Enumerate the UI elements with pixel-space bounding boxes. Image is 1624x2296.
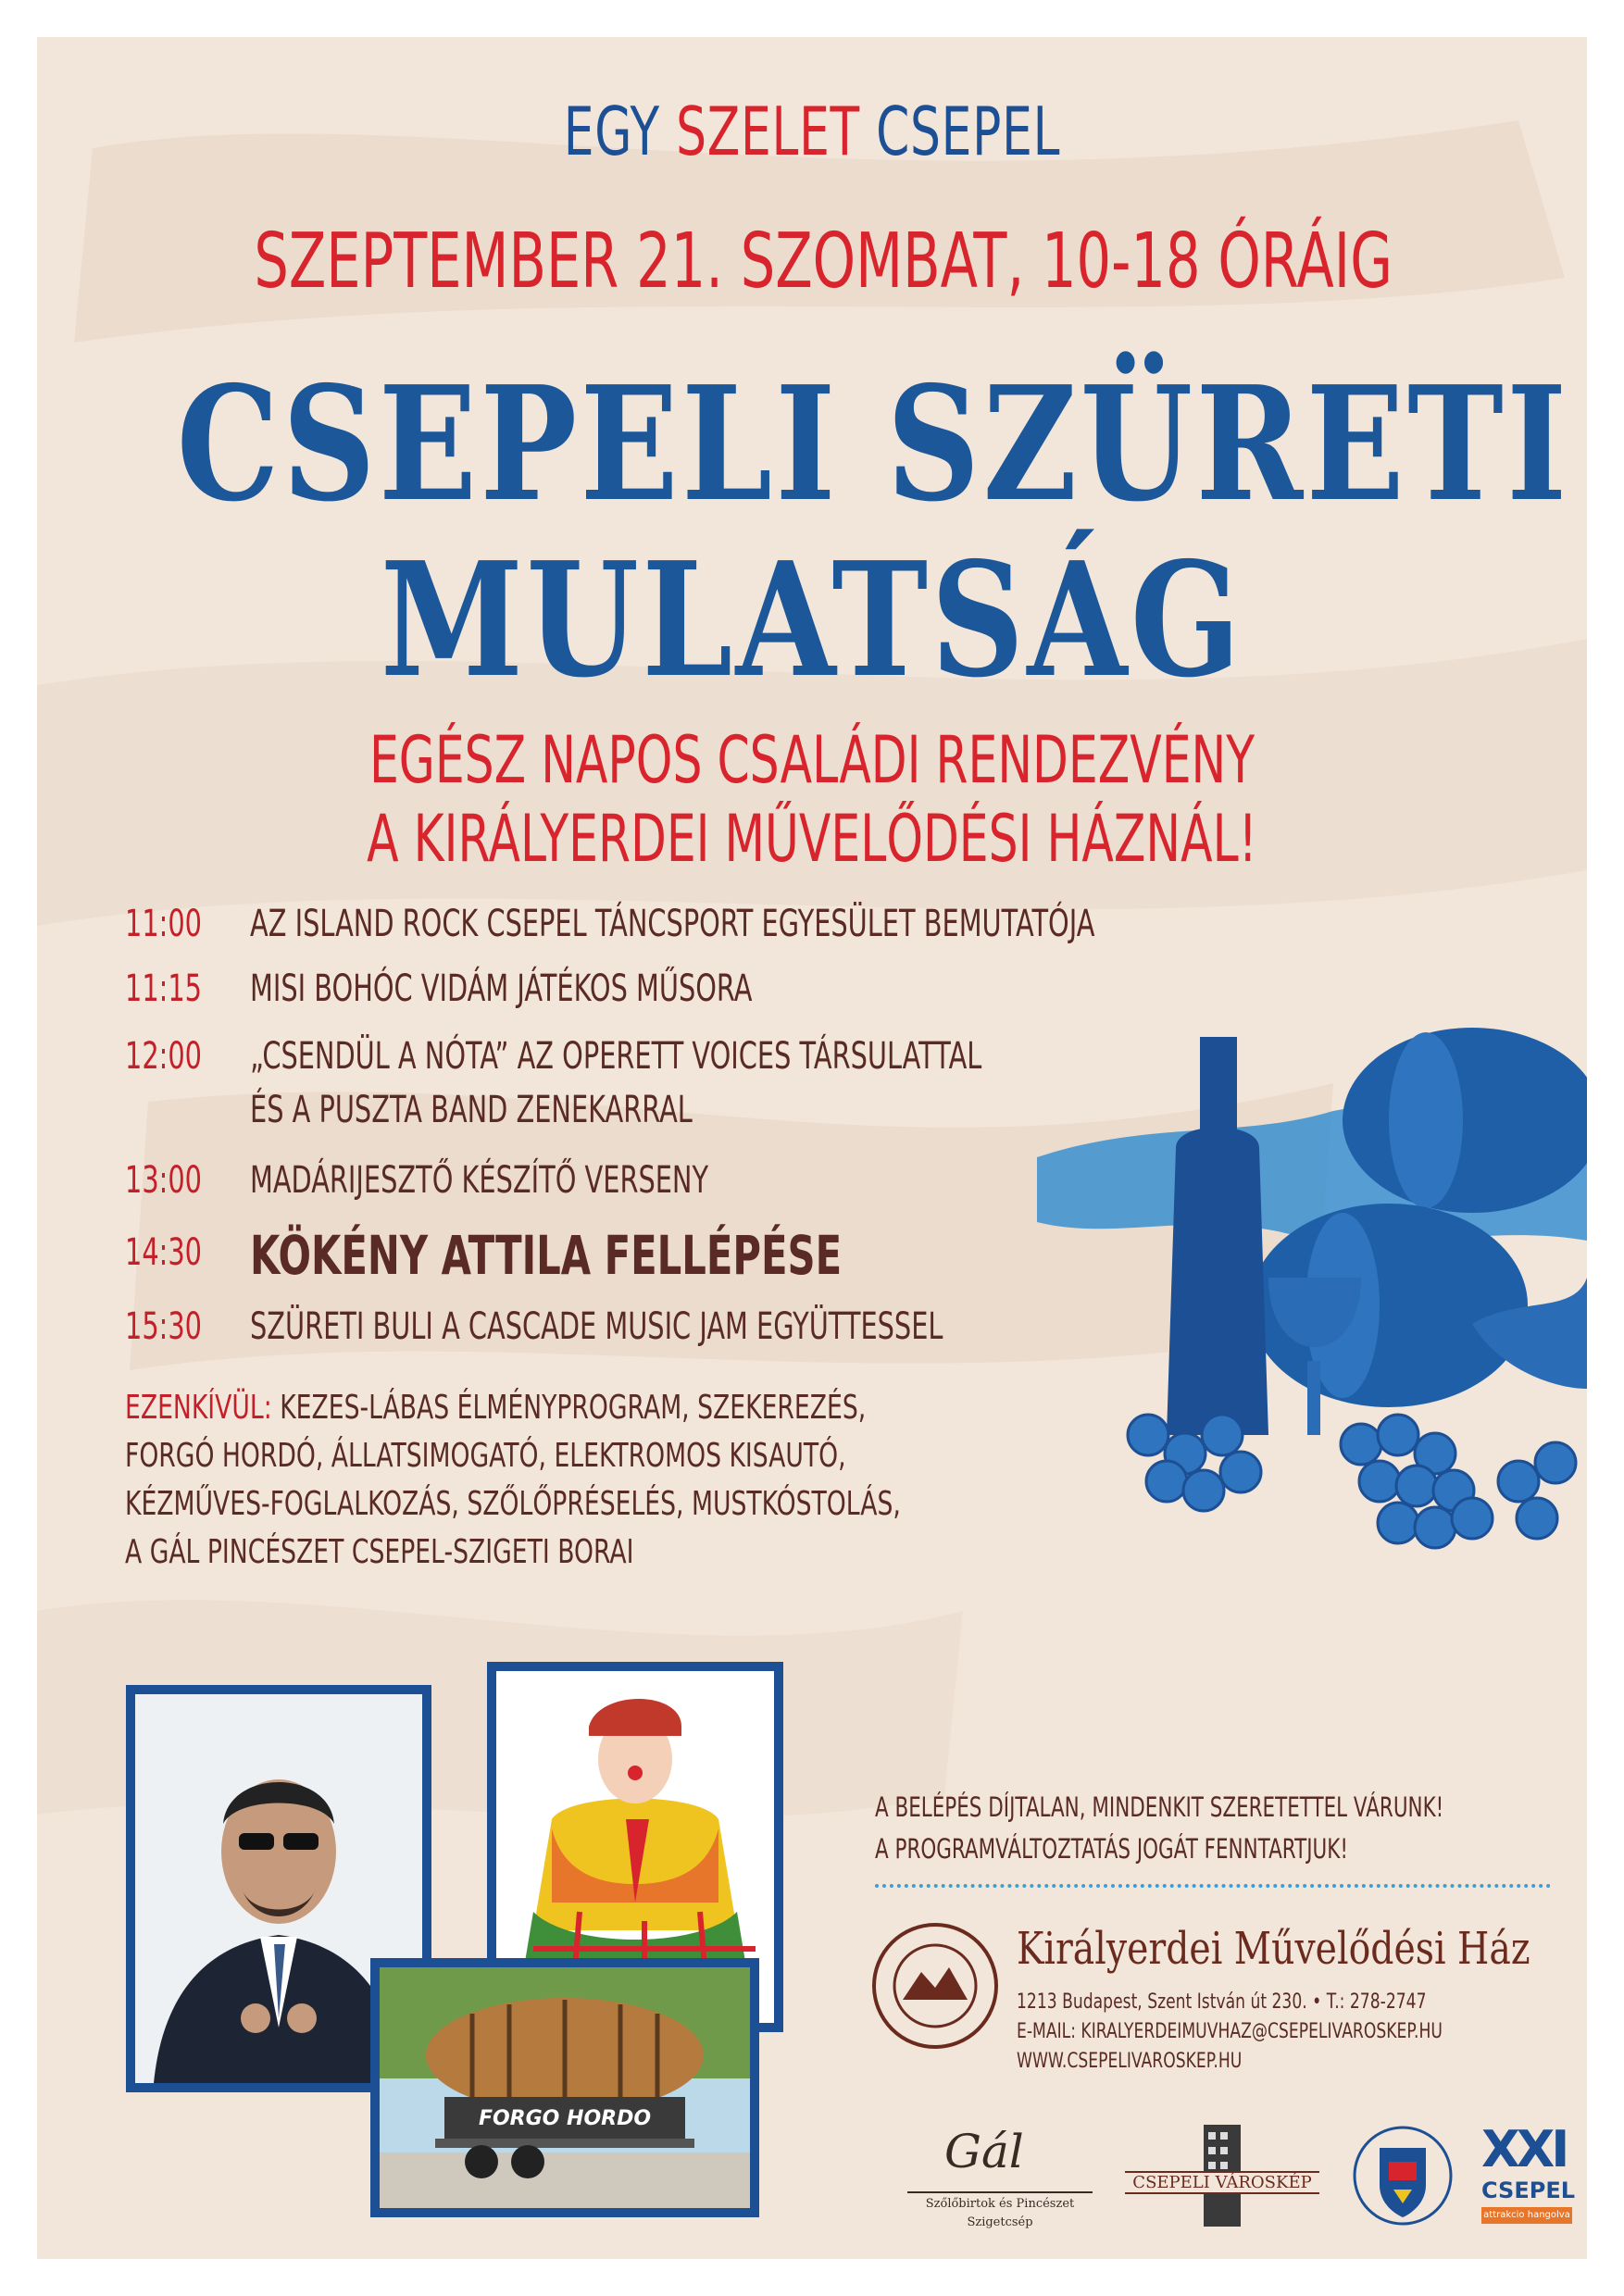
program-desc: MADÁRIJESZTŐ KÉSZÍTŐ VERSENY bbox=[250, 1159, 709, 1202]
xxi-text: XXI bbox=[1481, 2120, 1567, 2178]
gal-script: Gál bbox=[944, 2125, 1024, 2178]
program-desc: SZÜRETI BULI A CASCADE MUSIC JAM EGYÜTTESSEL bbox=[250, 1305, 943, 1348]
entry-notice: A BELÉPÉS DÍJTALAN, MINDENKIT SZERETETTEL VÁRUNK! bbox=[875, 1791, 1444, 1823]
venue-website[interactable]: WWW.CSEPELIVAROSKEP.HU bbox=[1017, 2050, 1243, 2073]
extras-line-2: FORGÓ HORDÓ, ÁLLATSIMOGATÓ, ELEKTROMOS KISAUTÓ, bbox=[125, 1437, 846, 1475]
program-desc: AZ ISLAND ROCK CSEPEL TÁNCSPORT EGYESÜLET BEMUTATÓJA bbox=[250, 903, 1095, 945]
gal-winery-logo bbox=[907, 2125, 1093, 2236]
barrel-sign-text: FORGO HORDO bbox=[478, 2107, 652, 2130]
program-time: 15:30 bbox=[125, 1305, 203, 1348]
gal-line-2: Szigetcsép bbox=[967, 2215, 1033, 2229]
wine-barrels-illustration bbox=[1037, 1000, 1587, 1592]
program-time: 12:00 bbox=[125, 1035, 203, 1078]
series-title: EGY SZELET CSEPEL bbox=[563, 93, 1061, 170]
main-title-line-1: CSEPELI SZÜRETI bbox=[176, 352, 1570, 537]
extras-line-1: EZENKÍVÜL: KEZES-LÁBAS ÉLMÉNYPROGRAM, SZEKEREZÉS, bbox=[125, 1389, 867, 1427]
venue-email[interactable]: E-MAIL: KIRALYERDEIMUVHAZ@CSEPELIVAROSKEP.HU bbox=[1017, 2020, 1443, 2043]
event-date: SZEPTEMBER 21. SZOMBAT, 10-18 ÓRÁIG bbox=[254, 218, 1393, 306]
program-desc: KÖKÉNY ATTILA FELLÉPÉSE bbox=[250, 1224, 843, 1287]
venue-name: Királyerdei Művelődési Ház bbox=[1017, 1923, 1530, 1975]
venue-address: 1213 Budapest, Szent István út 230. • T.: 278-2747 bbox=[1017, 1990, 1427, 2014]
program-time: 14:30 bbox=[125, 1231, 203, 1274]
program-desc-line-2: ÉS A PUSZTA BAND ZENEKARRAL bbox=[250, 1089, 693, 1131]
dotted-divider bbox=[875, 1884, 1551, 1888]
subtitle-line-2: A KIRÁLYERDEI MŰVELŐDÉSI HÁZNÁL! bbox=[367, 801, 1257, 877]
program-desc: „CSENDÜL A NÓTA” AZ OPERETT VOICES TÁRSULATTAL bbox=[250, 1035, 982, 1078]
program-time: 11:00 bbox=[125, 903, 203, 945]
poster bbox=[37, 37, 1587, 2259]
barrel-photo bbox=[370, 1958, 759, 2217]
extras-line-4: A GÁL PINCÉSZET CSEPEL-SZIGETI BORAI bbox=[125, 1533, 634, 1571]
program-time: 13:00 bbox=[125, 1159, 203, 1202]
extras-line-3: KÉZMŰVES-FOGLALKOZÁS, SZŐLŐPRÉSELÉS, MUSTKÓSTOLÁS, bbox=[125, 1485, 901, 1523]
barrel-image bbox=[380, 1967, 750, 2208]
program-time: 11:15 bbox=[125, 967, 203, 1010]
varoskep-text: CSEPELI VÁROSKÉP bbox=[1125, 2171, 1319, 2194]
subtitle-line-1: EGÉSZ NAPOS CSALÁDI RENDEZVÉNY bbox=[369, 722, 1255, 798]
extras-label: EZENKÍVÜL: bbox=[125, 1389, 272, 1427]
venue-seal-logo bbox=[870, 1921, 1000, 2051]
csepel-text: CSEPEL bbox=[1481, 2177, 1576, 2203]
program-change-notice: A PROGRAMVÁLTOZTATÁS JOGÁT FENNTARTJUK! bbox=[875, 1833, 1348, 1865]
program-desc: MISI BOHÓC VIDÁM JÁTÉKOS MŰSORA bbox=[250, 967, 753, 1010]
csepel-coat-of-arms-logo bbox=[1352, 2115, 1454, 2236]
main-title-line-2: MULATSÁG bbox=[380, 528, 1244, 713]
csepel-tagline: attrakcio hangolva bbox=[1481, 2207, 1572, 2224]
xxi-csepel-logo bbox=[1481, 2120, 1574, 2236]
gal-line-1: Szőlőbirtok és Pincészet bbox=[925, 2197, 1075, 2211]
csepeli-varoskep-logo bbox=[1125, 2125, 1319, 2236]
